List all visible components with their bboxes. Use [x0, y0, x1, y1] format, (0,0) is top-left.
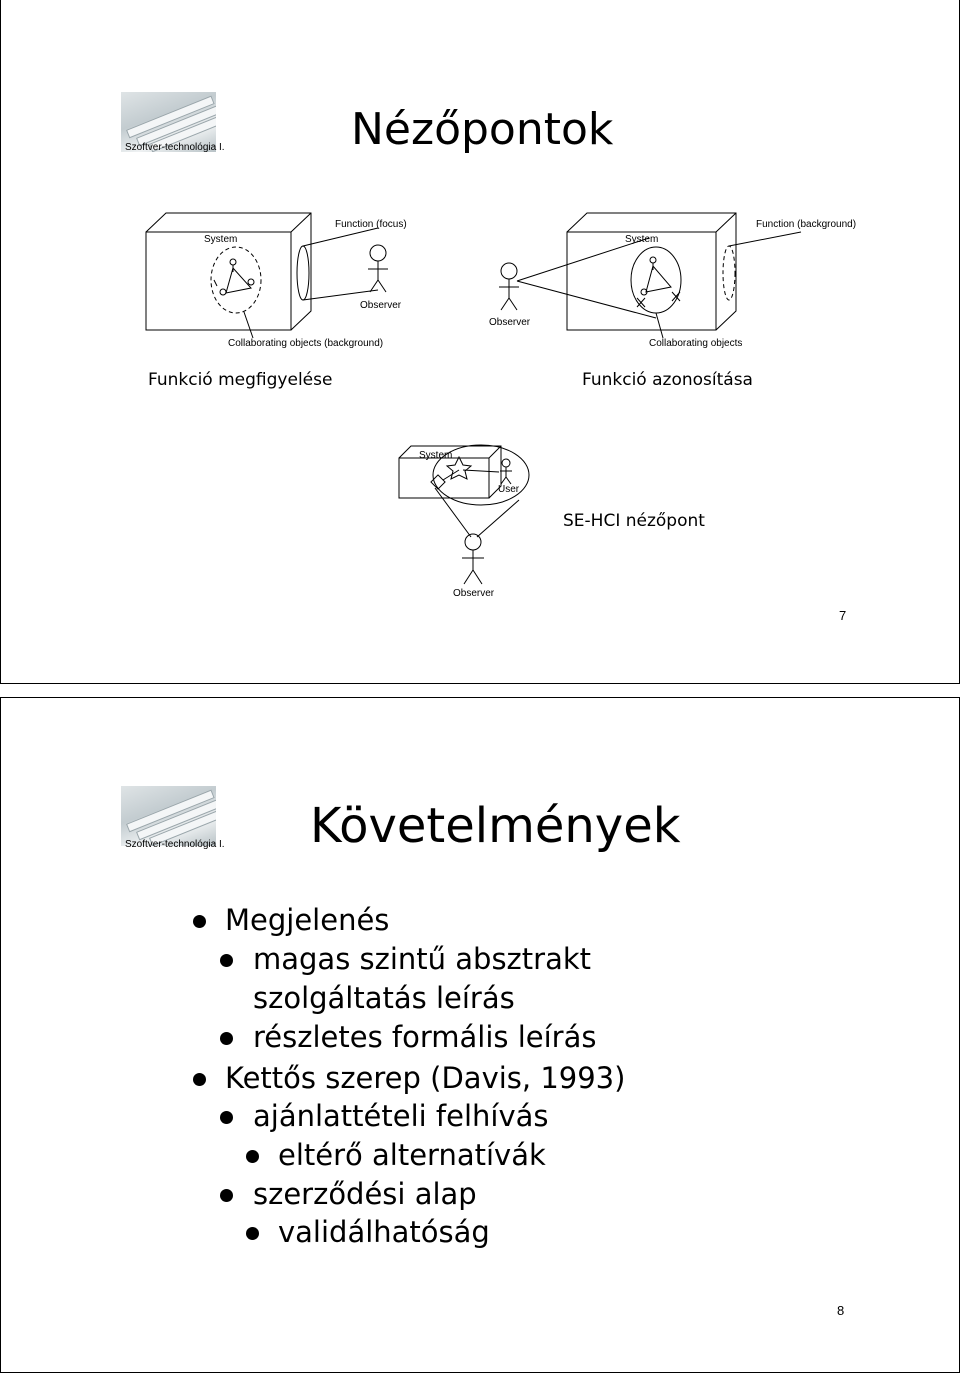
page-number: 8	[837, 1303, 845, 1318]
slide-title: Követelmények	[310, 798, 681, 854]
bullet-dot	[246, 1227, 259, 1240]
observer-label-middle: Observer	[489, 317, 531, 328]
bullet-text: szolgáltatás leírás	[253, 981, 515, 1015]
bullet-dot	[193, 915, 206, 928]
collab-objects-label: Collaborating objects	[649, 338, 743, 349]
user-label: User	[498, 484, 520, 495]
bullet-dot	[220, 1189, 233, 1202]
course-logo-image	[121, 786, 216, 846]
bullet-dot	[220, 1032, 233, 1045]
observer-label-bottom: Observer	[453, 588, 495, 599]
slide-7	[0, 0, 960, 684]
caption-function-identification: Funkció azonosítása	[582, 370, 753, 390]
bullet-text: ajánlattételi felhívás	[253, 1099, 549, 1133]
observer-label-left: Observer	[360, 300, 402, 311]
bullet-dot	[246, 1150, 259, 1163]
slide-title: Nézőpontok	[351, 104, 614, 155]
logo-caption: Szoftver-technológia I.	[125, 839, 225, 850]
function-focus-label: Function (focus)	[335, 219, 407, 230]
system-label-right: System	[625, 234, 659, 245]
viewpoints-diagram	[1, 0, 959, 683]
collab-objects-background-label: Collaborating objects (background)	[228, 338, 384, 349]
bullet-text: Megjelenés	[225, 903, 390, 937]
bullet-text: eltérő alternatívák	[278, 1138, 546, 1172]
bullet-text: validálhatóság	[278, 1215, 490, 1249]
bullet-dot	[220, 1111, 233, 1124]
function-background-label: Function (background)	[756, 219, 857, 230]
bullet-dot	[220, 954, 233, 967]
system-label-left: System	[204, 234, 238, 245]
bullet-dot	[193, 1073, 206, 1086]
page-number: 7	[839, 608, 847, 623]
system-label-bottom: System	[419, 450, 453, 461]
bullet-text: részletes formális leírás	[253, 1020, 597, 1054]
logo-caption: Szoftver-technológia I.	[125, 142, 225, 153]
bullet-text: szerződési alap	[253, 1177, 477, 1211]
bullet-text: Kettős szerep (Davis, 1993)	[225, 1061, 626, 1095]
caption-se-hci: SE-HCI nézőpont	[563, 511, 705, 531]
bullet-text: magas szintű absztrakt	[253, 942, 592, 976]
caption-function-observation: Funkció megfigyelése	[148, 370, 333, 390]
